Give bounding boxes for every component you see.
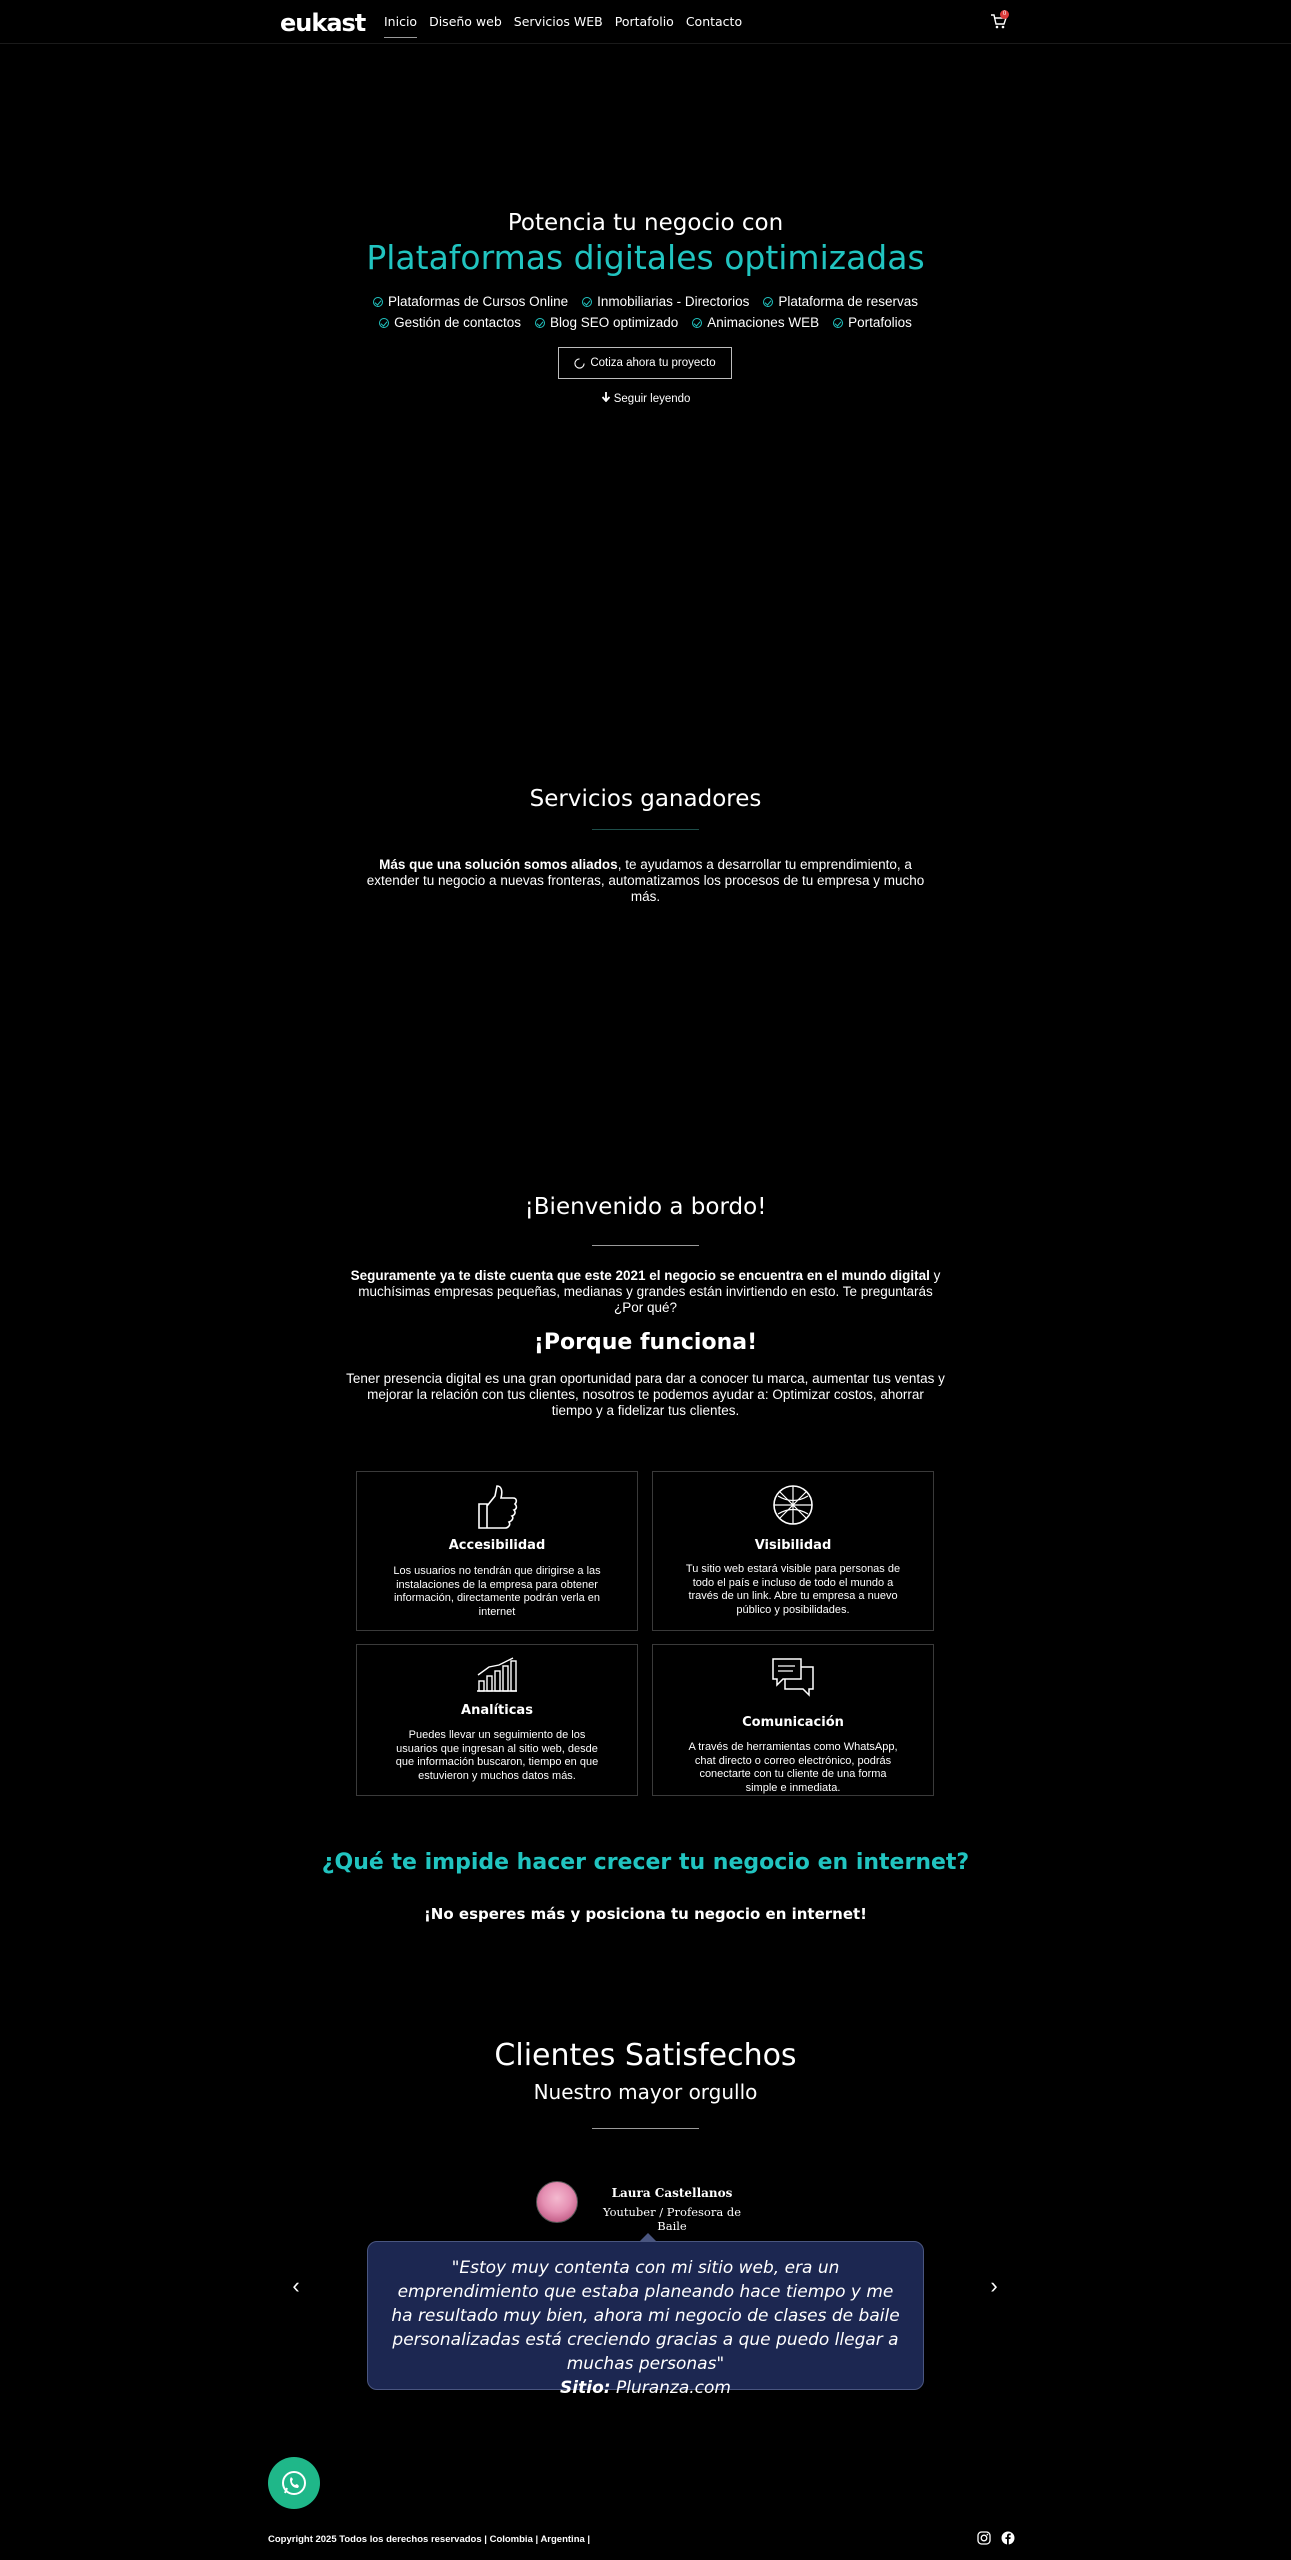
nav-item-diseno-web[interactable]: Diseño web [429,14,502,29]
check-circle-icon [763,297,773,307]
analytics-chart-icon [475,1657,519,1693]
feature-item: Gestión de contactos [379,315,521,330]
facebook-icon[interactable] [1001,2531,1015,2545]
growth-question: ¿Qué te impide hacer crecer tu negocio en internet? [321,1850,970,1875]
testimonials-title: Clientes Satisfechos [494,2038,797,2073]
thumbs-up-icon [475,1484,519,1530]
nav-item-portafolio[interactable]: Portafolio [614,14,674,29]
services-divider [592,829,699,830]
card-text: Los usuarios no tendrán que dirigirse a las instalaciones de la empresa para obtener información, directamente podrán verla en internet [393,1565,601,1618]
cart-count-badge: 0 [1000,10,1009,19]
card-title: Comunicación [742,1715,844,1730]
main-nav [384,14,742,38]
check-circle-icon [373,297,383,307]
nav-item-servicios-web[interactable]: Servicios WEB [513,14,603,29]
features-row-2 [340,315,951,330]
carousel-next-button[interactable]: › [984,2276,1004,2296]
welcome-text: Seguramente ya te diste cuenta que este 2021 el negocio se encuentra en el mundo digital y muchísimas empresas pequeñas, medianas y grandes están invirtiendo en esto. Te preguntarás ¿Por qué? [350,1268,941,1315]
card-text: A través de herramientas como WhatsApp, chat directo o correo electrónico, podrás conectarte con tu cliente de una forma simple e inmediata. [688,1741,898,1794]
services-title: Servicios ganadores [529,786,762,812]
spinner-icon [574,358,585,369]
why-title: ¡Porque funciona! [533,1330,758,1355]
feature-card-accessibility [356,1471,638,1631]
feature-item: Plataformas de Cursos Online [373,294,568,309]
copyright: Copyright 2025 Todos los derechos reservados | Colombia | Argentina | [268,2534,591,2545]
testimonial-name: Laura Castellanos [611,2186,733,2200]
card-text: Tu sitio web estará visible para personas de todo el país e incluso de todo el mundo a través de un link. Abre tu empresa a nuevo público y posibilidades. [685,1563,901,1616]
check-circle-icon [833,318,843,328]
feature-item: Blog SEO optimizado [535,315,678,330]
logo[interactable]: eukast [280,9,366,37]
testimonial-role: Youtuber / Profesora de Baile [602,2205,742,2233]
chat-bubbles-icon [771,1657,815,1697]
instagram-icon[interactable] [977,2531,991,2545]
check-circle-icon [692,318,702,328]
card-title: Visibilidad [754,1538,832,1553]
no-wait-text: ¡No esperes más y posiciona tu negocio en internet! [423,1905,868,1923]
quote-project-button[interactable]: Cotiza ahora tu proyecto [558,347,732,379]
keep-reading-link[interactable]: Seguir leyendo [0,392,1291,405]
arrow-down-icon [601,392,611,402]
nav-item-inicio[interactable]: Inicio [384,14,417,38]
whatsapp-button[interactable] [268,2457,320,2509]
why-text: Tener presencia digital es una gran oportunidad para dar a conocer tu marca, aumentar tus ventas y mejorar la relación con tus clientes, nosotros te podemos ayudar a: Optimizar costos, ahorrar tiempo y a fidelizar tus clientes. [346,1371,945,1418]
site-header [0,0,1291,44]
check-circle-icon [535,318,545,328]
feature-card-visibility [652,1471,934,1631]
welcome-title: ¡Bienvenido a bordo! [524,1194,767,1220]
avatar [536,2181,578,2223]
hero-subtitle: Potencia tu negocio con [507,210,784,236]
feature-item: Animaciones WEB [692,315,819,330]
check-circle-icon [582,297,592,307]
feature-item: Inmobiliarias - Directorios [582,294,749,309]
check-circle-icon [379,318,389,328]
carousel-prev-button[interactable]: ‹ [286,2276,306,2296]
services-text: Más que una solución somos aliados, te ayudamos a desarrollar tu emprendimiento, a extender tu negocio a nuevas fronteras, automatizamos los procesos de tu empresa y mucho más. [366,857,925,904]
feature-card-communication [652,1644,934,1796]
whatsapp-icon [268,2457,320,2509]
feature-item: Plataforma de reservas [763,294,918,309]
hero-title: Plataformas digitales optimizadas [366,238,925,277]
feature-card-analytics [356,1644,638,1796]
features-row-1 [340,294,951,309]
testimonial-quote: "Estoy muy contenta con mi sitio web, era un emprendimiento que estaba planeando hace tiempo y me ha resultado muy bien, ahora mi negocio de clases de baile personalizadas está creciendo gracias a que puedo llegar a muchas personas" Sitio: Pluranza.com [367,2241,924,2390]
nav-item-contacto[interactable]: Contacto [685,14,743,29]
card-title: Analíticas [461,1703,533,1718]
globe-icon [772,1484,814,1526]
card-text: Puedes llevar un seguimiento de los usuarios que ingresan al sitio web, desde que información buscaron, tiempo en que estuvieron y muchos datos más. [395,1729,599,1782]
testimonials-divider [592,2128,699,2129]
feature-item: Portafolios [833,315,912,330]
bubble-tip [640,2233,656,2241]
welcome-divider [592,1245,699,1246]
testimonials-subtitle: Nuestro mayor orgullo [533,2080,758,2104]
card-title: Accesibilidad [448,1538,546,1553]
